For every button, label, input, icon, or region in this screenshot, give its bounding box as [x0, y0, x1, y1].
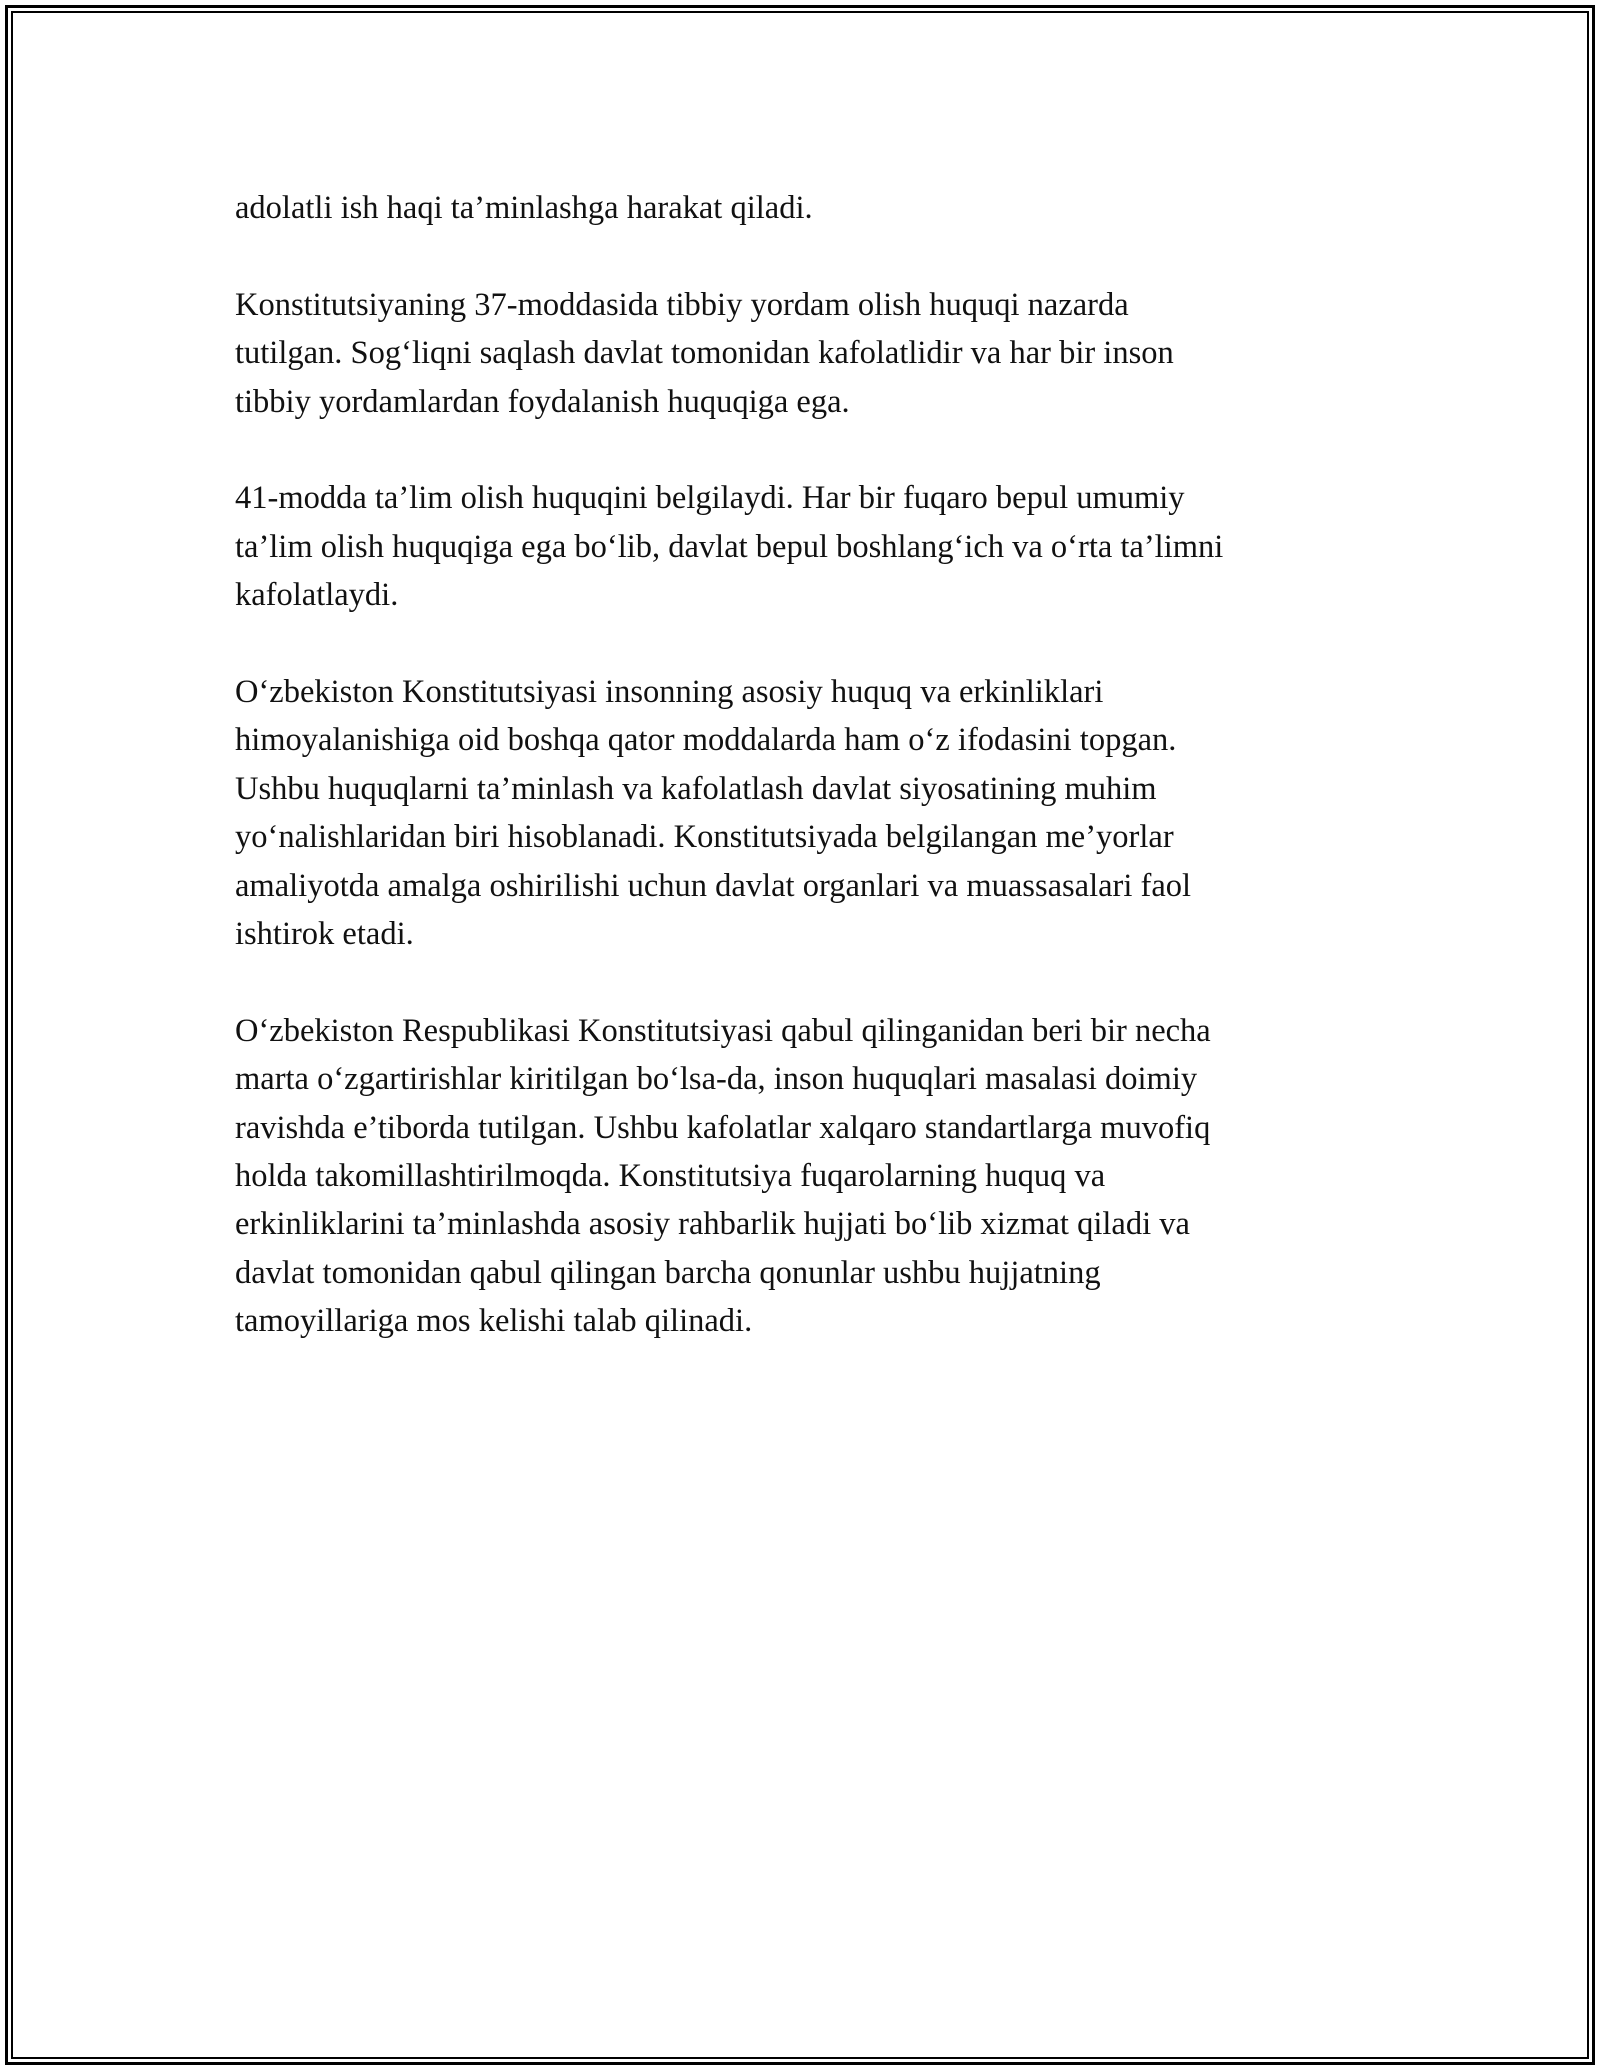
paragraph-article-37: Konstitutsiyaning 37-moddasida tibbiy yordam olish huquqi nazarda tutilgan. Sog‘liqni saqlash davlat tomonidan kafolatlidir va har bir inson tibbiy yordamlardan foydalanish huquqiga ega. — [235, 286, 1174, 420]
document-body — [235, 184, 1365, 1394]
paragraph-article-41: 41-modda ta’lim olish huquqini belgilaydi. Har bir fuqaro bepul umumiy ta’lim olish huquqiga ega bo‘lib, davlat bepul boshlang‘ich va o‘rta ta’limni kafolatlaydi. — [235, 480, 1224, 614]
paragraph-constitution-amendments: O‘zbekiston Respublikasi Konstitutsiyasi qabul qilinganidan beri bir necha marta o‘zgartirishlar kiritilgan bo‘lsa-da, inson huquqlari masalasi doimiy ravishda e’tiborda tutilgan. Ushbu kafolatlar xalqaro standartlarga muvofiq holda takomillashtirilmoqda. Konstitutsiya fuqarolarning huquq va erkinliklarini ta’minlashda asosiy rahbarlik hujjati bo‘lib xizmat qiladi va davlat tomonidan qabul qilingan barcha qonunlar ushbu hujjatning tamoyillariga mos kelishi talab qilinadi. — [235, 1012, 1211, 1340]
paragraph-rights-protection: O‘zbekiston Konstitutsiyasi insonning asosiy huquq va erkinliklari himoyalanishiga oid boshqa qator moddalarda ham o‘z ifodasini topgan. Ushbu huquqlarni ta’minlash va kafolatlash davlat siyosatining muhim yo‘nalishlaridan biri hisoblanadi. Konstitutsiyada belgilangan me’yorlar amaliyotda amalga oshirilishi uchun davlat organlari va muassasalari faol ishtirok etadi. — [235, 674, 1192, 953]
paragraph-wage-continuation: adolatli ish haqi ta’minlashga harakat qiladi. — [235, 190, 813, 226]
